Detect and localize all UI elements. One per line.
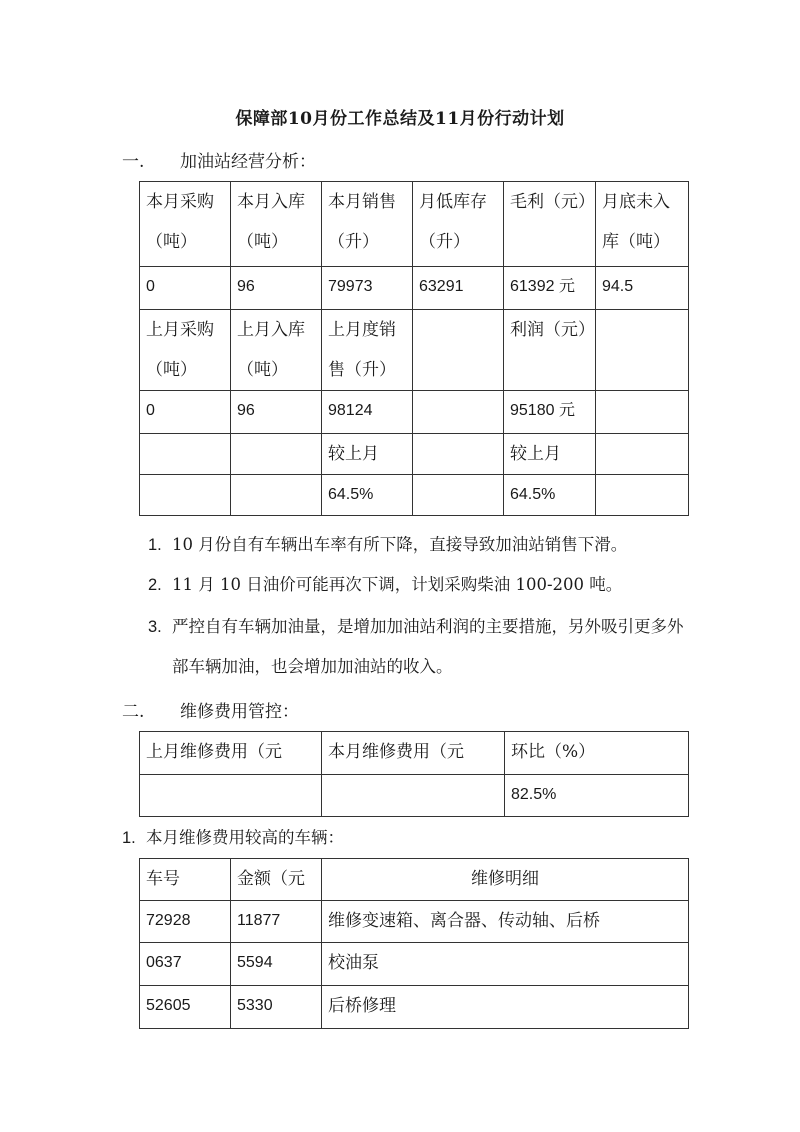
- table-cell: [596, 475, 689, 516]
- table-row: [140, 943, 689, 986]
- list-marker: 1.: [148, 536, 162, 554]
- table-cell: 0: [140, 391, 231, 434]
- table-row: [140, 391, 689, 434]
- table-row: [140, 859, 689, 901]
- table-row: [140, 310, 689, 391]
- table-row: [140, 267, 689, 310]
- list-item: [148, 525, 708, 565]
- list-text: 本月维修费用较高的车辆：: [146, 828, 344, 847]
- table-cell: 校油泵: [322, 943, 689, 986]
- table-cell: 本月销售（升）: [322, 182, 413, 267]
- table-cell: 毛利（元）: [504, 182, 596, 267]
- table-header: 金额（元: [231, 859, 322, 901]
- table-cell: [596, 391, 689, 434]
- table-cell: 64.5%: [504, 475, 596, 516]
- table-cell: [413, 434, 504, 475]
- table-row: [140, 434, 689, 475]
- vehicle-repair-table: [139, 858, 689, 1029]
- table-cell: 64.5%: [322, 475, 413, 516]
- table-cell: [140, 775, 322, 817]
- maintenance-cost-table: [139, 731, 689, 817]
- list-text: 11 月 10 日油价可能再次下调，计划采购柴油 100-200 吨。: [172, 575, 623, 594]
- section-heading-1: [122, 147, 316, 172]
- table-cell: [413, 310, 504, 391]
- table-cell: 较上月: [504, 434, 596, 475]
- table-cell: [413, 475, 504, 516]
- section-heading-2: [122, 697, 299, 722]
- section-title: 维修费用管控：: [180, 702, 299, 722]
- table-cell: 上月采购（吨）: [140, 310, 231, 391]
- table-row: [140, 732, 689, 775]
- table-cell: 63291: [413, 267, 504, 310]
- table-cell: 维修变速箱、离合器、传动轴、后桥: [322, 901, 689, 943]
- list-marker: 2.: [148, 576, 162, 594]
- table-row: [140, 182, 689, 267]
- list-item: [148, 565, 708, 605]
- page-title: 保障部10月份工作总结及11月份行动计划: [235, 109, 565, 129]
- section-number: 二.: [122, 702, 145, 722]
- table-cell: 本月入库（吨）: [231, 182, 322, 267]
- table-cell: [596, 310, 689, 391]
- table-cell: 月低库存（升）: [413, 182, 504, 267]
- table-cell: [140, 434, 231, 475]
- table-row: [140, 775, 689, 817]
- list-item: [148, 607, 688, 687]
- table-cell: 本月采购（吨）: [140, 182, 231, 267]
- table-cell: 0: [140, 267, 231, 310]
- table-header: 维修明细: [322, 859, 689, 901]
- table-cell: 95180 元: [504, 391, 596, 434]
- table-cell: 52605: [140, 986, 231, 1029]
- table-cell: 月底未入库（吨）: [596, 182, 689, 267]
- section-number: 一.: [122, 152, 145, 172]
- sub-heading: [122, 818, 682, 858]
- table-cell: 较上月: [322, 434, 413, 475]
- table-cell: 61392 元: [504, 267, 596, 310]
- table-header: 车号: [140, 859, 231, 901]
- table-cell: 5330: [231, 986, 322, 1029]
- fuel-station-table: [139, 181, 689, 516]
- table-row: [140, 901, 689, 943]
- table-cell: 利润（元）: [504, 310, 596, 391]
- table-row: [140, 475, 689, 516]
- list-text: 10 月份自有车辆出车率有所下降，直接导致加油站销售下滑。: [172, 535, 628, 554]
- table-cell: 环比（%）: [505, 732, 689, 775]
- table-cell: [231, 475, 322, 516]
- table-cell: 上月度销售（升）: [322, 310, 413, 391]
- table-cell: [140, 475, 231, 516]
- table-cell: 后桥修理: [322, 986, 689, 1029]
- table-cell: [231, 434, 322, 475]
- table-cell: 72928: [140, 901, 231, 943]
- table-cell: 82.5%: [505, 775, 689, 817]
- table-cell: 上月入库（吨）: [231, 310, 322, 391]
- list-marker: 1.: [122, 829, 136, 847]
- table-cell: 98124: [322, 391, 413, 434]
- list-text: 严控自有车辆加油量，是增加加油站利润的主要措施，另外吸引更多外部车辆加油，也会增加加油站的收入。: [172, 617, 684, 676]
- table-cell: 本月维修费用（元: [322, 732, 505, 775]
- table-cell: 11877: [231, 901, 322, 943]
- table-cell: [322, 775, 505, 817]
- table-cell: 96: [231, 267, 322, 310]
- table-cell: 96: [231, 391, 322, 434]
- table-cell: [596, 434, 689, 475]
- table-cell: 上月维修费用（元: [140, 732, 322, 775]
- table-cell: 0637: [140, 943, 231, 986]
- table-cell: 94.5: [596, 267, 689, 310]
- table-cell: 79973: [322, 267, 413, 310]
- table-row: [140, 986, 689, 1029]
- table-cell: 5594: [231, 943, 322, 986]
- section-title: 加油站经营分析：: [180, 152, 316, 172]
- table-cell: [413, 391, 504, 434]
- list-marker: 3.: [148, 618, 162, 636]
